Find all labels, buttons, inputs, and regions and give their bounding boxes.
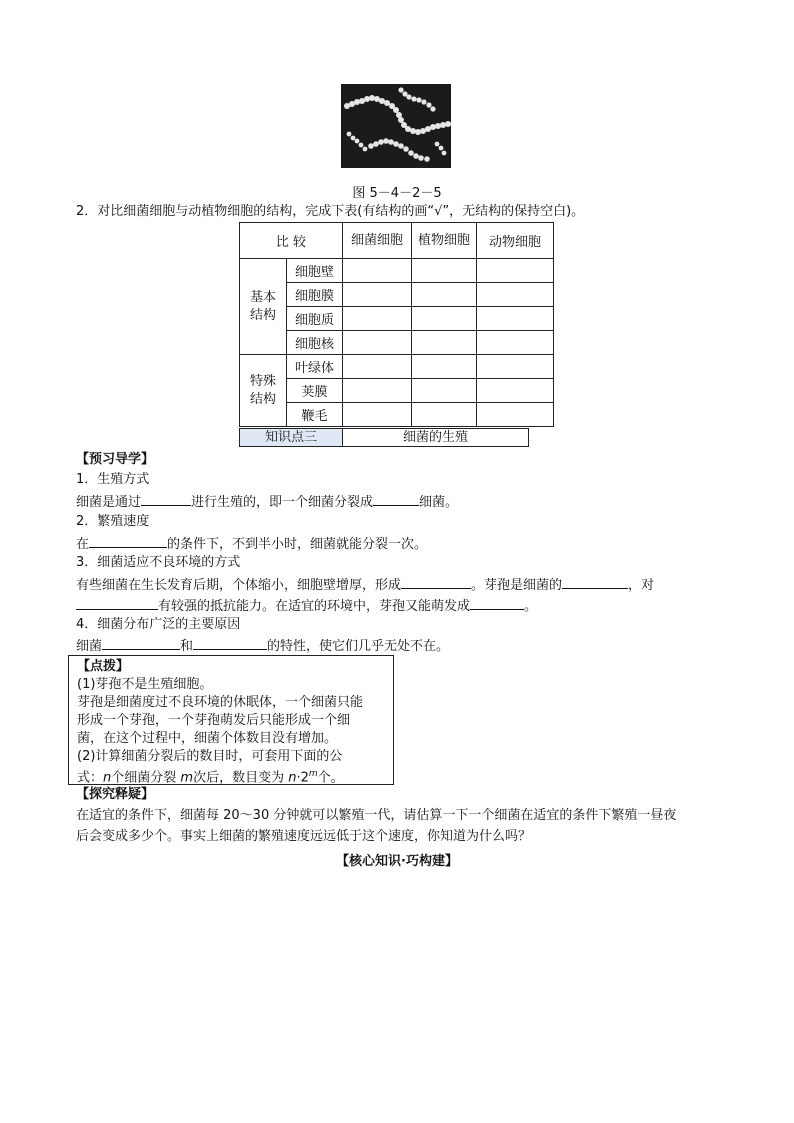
fill-blank[interactable]: [193, 637, 267, 650]
table-corner: 比 较: [240, 223, 343, 259]
tip-line: 形成一个芽孢，一个芽孢萌发后只能形成一个细: [77, 713, 351, 728]
group-basic-structure: 基本结构: [240, 259, 287, 355]
answer-cell[interactable]: [412, 379, 477, 403]
section-3-text-1: 有些细菌在生长发育后期，个体缩小，细胞壁增厚，形成 。芽孢是细菌的 ，对: [76, 578, 655, 593]
fill-blank[interactable]: [373, 493, 419, 506]
knowledge-point-label: 知识点三: [240, 429, 343, 446]
section-4-title: 4．细菌分布广泛的主要原因: [76, 617, 241, 632]
bacteria-micrograph: [341, 84, 451, 168]
tip-heading: 【点拨】: [77, 659, 130, 674]
answer-cell[interactable]: [477, 403, 554, 427]
row-label: 细胞膜: [287, 283, 343, 307]
section-3-title: 3．细菌适应不良环境的方式: [76, 555, 241, 570]
col-header-bacteria: 细菌细胞: [343, 223, 412, 259]
section-4-text: 细菌 和 的特性，使它们几乎无处不在。: [76, 639, 450, 654]
answer-cell[interactable]: [343, 307, 412, 331]
answer-cell[interactable]: [412, 283, 477, 307]
preview-heading: 【预习导学】: [76, 452, 155, 467]
section-3-text-2: 有较强的抵抗能力。在适宜的环境中，芽孢又能萌发成 。: [76, 597, 537, 615]
answer-cell[interactable]: [412, 307, 477, 331]
fill-blank[interactable]: [141, 493, 191, 506]
fill-blank[interactable]: [401, 576, 471, 589]
core-heading: 【核心知识·巧构建】: [336, 854, 458, 869]
row-label: 细胞核: [287, 331, 343, 355]
answer-cell[interactable]: [477, 259, 554, 283]
answer-cell[interactable]: [343, 331, 412, 355]
figure-caption: 图 5－4－2－5: [352, 186, 442, 201]
fill-blank[interactable]: [89, 535, 167, 548]
question-2: 2．对比细菌细胞与动植物细胞的结构，完成下表(有结构的画“√”，无结构的保持空白)。: [76, 204, 585, 219]
group-special-structure: 特殊结构: [240, 355, 287, 427]
answer-cell[interactable]: [343, 283, 412, 307]
fill-blank[interactable]: [470, 597, 524, 610]
answer-cell[interactable]: [477, 307, 554, 331]
answer-cell[interactable]: [343, 355, 412, 379]
fill-blank[interactable]: [102, 637, 180, 650]
answer-cell[interactable]: [477, 355, 554, 379]
tip-line: 芽孢是细菌度过不良环境的休眠体，一个细菌只能: [77, 695, 364, 710]
explore-text-1: 在适宜的条件下，细菌每 20～30 分钟就可以繁殖一代，请估算一下一个细菌在适宜的条件下繁殖一昼夜: [76, 808, 677, 823]
tip-line: (2)计算细菌分裂后的数目时，可套用下面的公: [77, 749, 343, 764]
col-header-plant: 植物细胞: [412, 223, 477, 259]
section-2-text: 在 的条件下，不到半小时，细菌就能分裂一次。: [76, 537, 428, 552]
tip-formula-line: 式：n个细菌分裂 m次后，数目变为 $n\cdot 2^m$个。: [77, 769, 344, 786]
row-label: 细胞质: [287, 307, 343, 331]
section-2-title: 2．繁殖速度: [76, 514, 150, 529]
answer-cell[interactable]: [343, 379, 412, 403]
answer-cell[interactable]: [477, 331, 554, 355]
answer-cell[interactable]: [477, 379, 554, 403]
answer-cell[interactable]: [412, 331, 477, 355]
tip-line: 菌，在这个过程中，细菌个体数目没有增加。: [77, 731, 338, 746]
row-label: 荚膜: [287, 379, 343, 403]
row-label: 鞭毛: [287, 403, 343, 427]
answer-cell[interactable]: [412, 259, 477, 283]
explore-text-2: 后会变成多少个。事实上细菌的繁殖速度远远低于这个速度，你知道为什么吗？: [76, 829, 532, 844]
answer-cell[interactable]: [412, 403, 477, 427]
answer-cell[interactable]: [412, 355, 477, 379]
knowledge-point-title: 细菌的生殖: [402, 430, 468, 445]
tip-line: (1)芽孢不是生殖细胞。: [77, 677, 213, 692]
explore-heading: 【探究释疑】: [76, 787, 155, 802]
section-1-title: 1．生殖方式: [76, 472, 150, 487]
section-1-text: 细菌是通过 进行生殖的，即一个细菌分裂成 细菌。: [76, 495, 459, 510]
row-label: 叶绿体: [287, 355, 343, 379]
fill-blank[interactable]: [562, 576, 628, 589]
comparison-table: [239, 222, 554, 427]
tip-box: [68, 655, 394, 785]
col-header-animal: 动物细胞: [477, 223, 554, 259]
knowledge-point-bar: [239, 428, 529, 447]
answer-cell[interactable]: [343, 259, 412, 283]
answer-cell[interactable]: [477, 283, 554, 307]
row-label: 细胞壁: [287, 259, 343, 283]
answer-cell[interactable]: [343, 403, 412, 427]
fill-blank[interactable]: [76, 597, 158, 610]
